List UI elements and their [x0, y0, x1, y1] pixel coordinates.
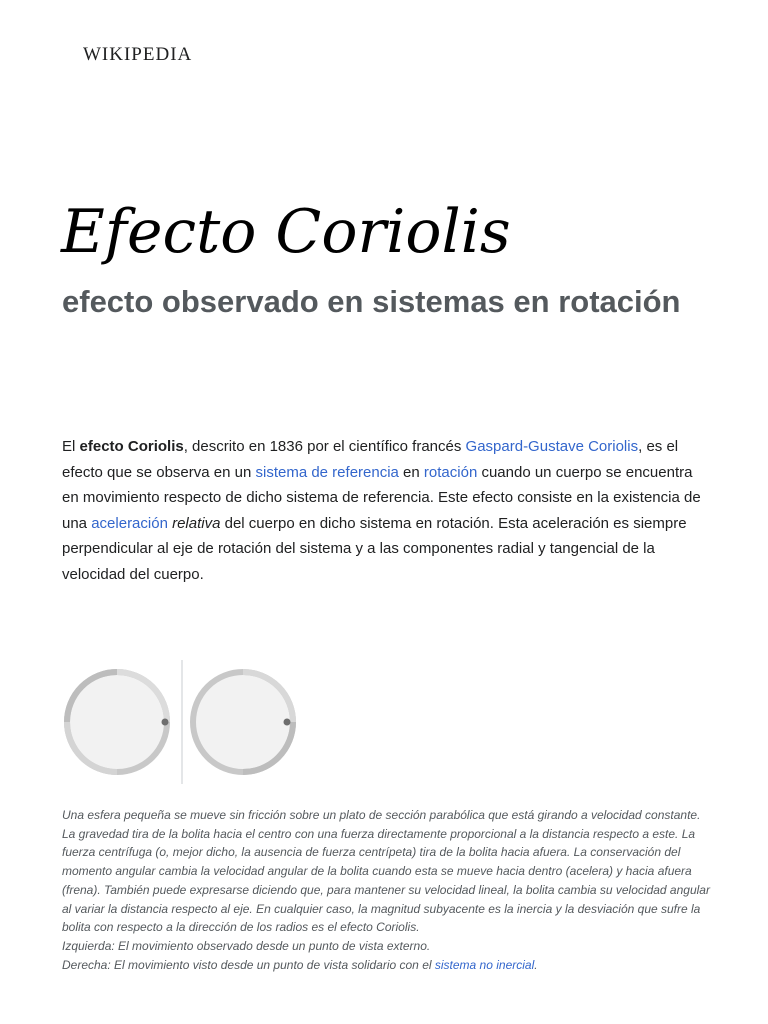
figure-caption — [62, 806, 712, 974]
left-ball — [162, 719, 169, 726]
link-sistema-referencia[interactable]: sistema de referencia — [255, 463, 399, 481]
caption-right: Derecha: El movimiento visto desde un punto de vista solidario con el — [62, 957, 435, 972]
coriolis-animation-figure[interactable] — [64, 656, 304, 786]
page-subtitle: efecto observado en sistemas en rotación — [62, 284, 681, 319]
coriolis-diagram — [64, 656, 304, 786]
lead-text: , descrito en 1836 por el científico francés — [183, 438, 466, 455]
caption-left: Izquierda: El movimiento observado desde un punto de vista externo. — [62, 938, 431, 953]
lead-text: cuando un cuerpo se encuentra en movimiento respecto de dicho sistema de referencia. Este efecto consiste en la existencia de una — [62, 463, 701, 532]
lead-text: en — [398, 463, 424, 481]
link-coriolis[interactable]: Gaspard-Gustave Coriolis — [465, 438, 639, 455]
caption-description: Una esfera pequeña se mueve sin fricción sobre un plato de sección parabólica que está girando a velocidad constante. La gravedad tira de la bolita hacia el centro con una fuerza directamente proporcional a la distancia respecto a este. La fuerza centrífuga (o, mejor dicho, la ausencia de fuerza centrípeta) tira de la bolita hacia afuera. La conservación del momento angular cambia la velocidad angular de la bolita cuando esta se mueve hacia dentro (acelera) y hacia afuera (frena). También puede expresarse diciendo que, para mantener su velocidad lineal, la bolita cambia su velocidad angular al variar la distancia respecto al eje. En cualquier caso, la magnitud subyacente es la inercia y la desviación que sufre la bolita con respecto a la dirección de los radios es el efecto Coriolis. — [62, 808, 710, 935]
wikipedia-logo[interactable]: WIKIPEDIA — [83, 44, 193, 65]
lead-text: El — [62, 438, 80, 455]
lead-text: del cuerpo en dicho sistema en rotación. Esta aceleración es siempre perpendicular al eje de rotación del sistema y a las componentes radial y tangencial de la velocidad del cuerpo. — [62, 514, 687, 583]
lead-text: , es el efecto que se observa en un — [62, 438, 679, 481]
link-aceleracion[interactable]: aceleración — [91, 514, 168, 532]
caption-right-end: . — [534, 957, 538, 972]
lead-paragraph — [62, 434, 712, 588]
lead-italic-term: relativa — [172, 514, 221, 532]
link-sistema-no-inercial[interactable]: sistema no inercial — [434, 957, 535, 972]
right-ball — [284, 719, 291, 726]
page-title: Efecto Coriolis — [61, 197, 511, 267]
lead-bold-term: efecto Coriolis — [79, 438, 184, 455]
link-rotacion[interactable]: rotación — [423, 463, 478, 481]
